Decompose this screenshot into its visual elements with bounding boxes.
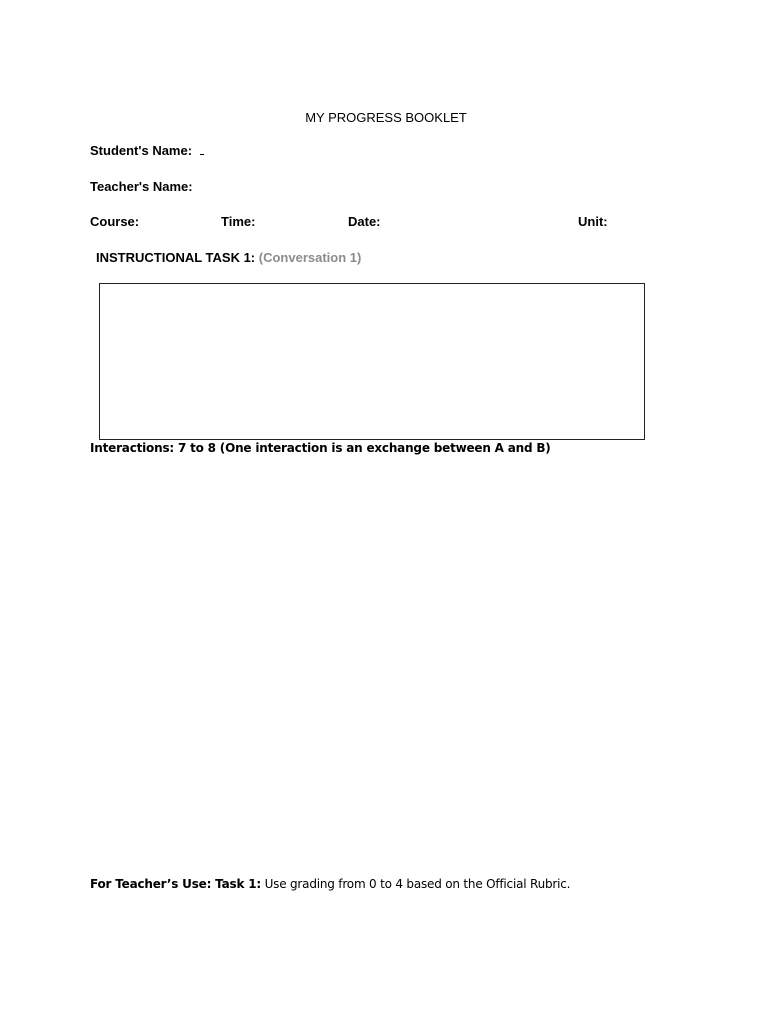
teacher-use-text: Use grading from 0 to 4 based on the Official Rubric.: [260, 877, 571, 891]
student-name-blank[interactable]: [200, 144, 204, 155]
task-heading-label: INSTRUCTIONAL TASK 1:: [96, 250, 256, 265]
date-label: Date:: [348, 214, 381, 229]
student-name-label: Student's Name:: [90, 143, 193, 158]
task-heading: [96, 250, 361, 265]
teacher-use-label: For Teacher’s Use: Task 1:: [90, 877, 261, 891]
teacher-use-footer: [90, 877, 570, 891]
teacher-name-label: Teacher's Name:: [90, 179, 193, 194]
interactions-note: Interactions: 7 to 8 (One interaction is an exchange between A and B): [90, 441, 551, 455]
page-title: MY PROGRESS BOOKLET: [305, 110, 467, 125]
task-answer-box[interactable]: [99, 283, 645, 440]
time-label: Time:: [221, 214, 256, 229]
course-label: Course:: [90, 214, 140, 229]
task-subheading: (Conversation 1): [258, 250, 362, 265]
student-name-field: [90, 143, 204, 158]
unit-label: Unit:: [578, 214, 608, 229]
